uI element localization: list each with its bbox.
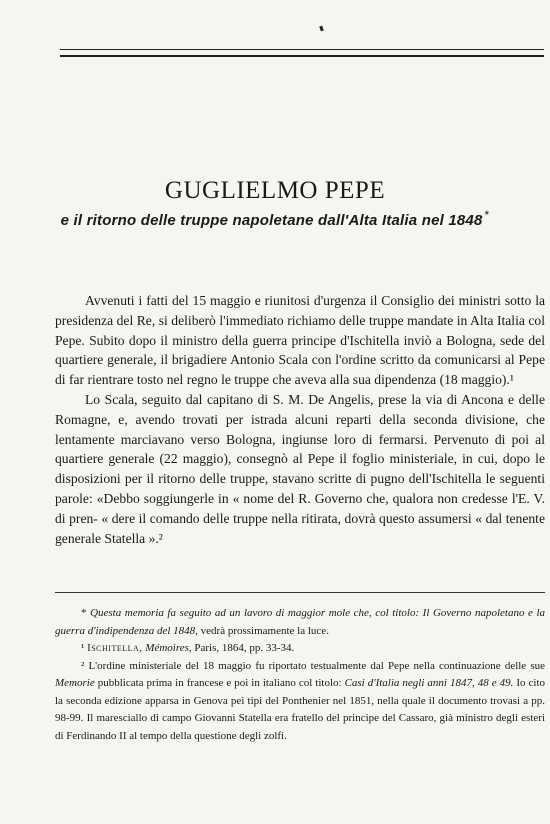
subtitle-text: e il ritorno delle truppe napoletane dall'Alta Italia nel 1848 [60, 212, 483, 229]
footnote-1-author: Ischitella, [87, 642, 143, 654]
footnote-star [55, 605, 545, 640]
footnote-star-text-b: vedrà prossimamente la luce. [200, 624, 329, 637]
footnote-separator [55, 592, 545, 593]
footnote-2-text-b: pubblicata prima in francese e poi in italiano col titolo: [97, 677, 342, 689]
footnote-2-mark: ² [81, 659, 85, 672]
article-title: GUGLIELMO PEPE [164, 177, 386, 204]
header-rule-thin [60, 49, 544, 50]
article-body [55, 291, 545, 548]
footnote-star-title: Il Governo napoletano e la guerra d'indipendenza del 1848, [55, 607, 546, 637]
footnote-1-work: Mémoires, [145, 642, 192, 654]
paragraph: Avvenuti i fatti del 15 maggio e riunitosi d'urgenza il Consiglio dei ministri sotto la presidenza del Re, si deliberò l'immediato richiamo delle truppe mandate in Alta Italia col Pepe. Subito dopo il ministro della guerra principe d'Ischitella inviò a Bologna, sede del quartiere generale, il brigadiere Antonio Scala con l'ordine scritto da comunicarsi al Pepe di far rientrare tosto nel regno le truppe che aveva alla sua dipendenza (18 maggio).¹ [55, 293, 545, 388]
footnote-1-mark: ¹ [81, 642, 85, 654]
footnote-2 [55, 658, 545, 746]
footnote-1-rest: Paris, 1864, pp. 33-34. [194, 642, 295, 654]
footnotes [55, 605, 545, 745]
article-subtitle [0, 208, 550, 229]
footnote-1 [55, 640, 545, 658]
footnote-2-work-casi: Casi d'Italia negli anni 1847, 48 e 49. [344, 677, 514, 689]
footnote-star-mark: * [81, 607, 87, 619]
ink-speck [319, 26, 324, 32]
footnote-star-text-a: Questa memoria fa seguito ad un lavoro di maggior mole che, col titolo: [90, 607, 420, 619]
paragraph: Lo Scala, seguito dal capitano di S. M. De Angelis, prese la via di Ancona e delle Romagne, e, avendo trovati per istrada alcuni reparti della seconda divisione, che lentamente marciavano verso Bologna, ingiunse loro di fermarsi. Pervenuto di poi al quartiere generale (22 maggio), consegnò al Pepe il foglio ministeriale, in cui, dopo le disposizioni per il ritorno delle truppe, stavano scritte di pugno dell'Ischitella le seguenti parole: «Debbo soggiungerle in « nome del R. Governo che, qualora non credesse l'E. V. di pren- « dere il comando delle truppe nella ritirata, dovrà questo assumersi « dal tenente generale Statella ».² [55, 391, 545, 546]
header-rule-thick [60, 55, 544, 57]
footnote-2-work-memorie: Memorie [55, 677, 95, 689]
footnote-2-text-c: Io cito la seconda edizione apparsa in Genova pei tipi del Ponthenier nel 1851, nella quale il documento trovasi a pp. 98-99. Il maresciallo di campo Giovanni Statella era fratello del principe del Cassaro, già ministro degli esteri di Ferdinando II al tempo della questione degli zolfi. [55, 677, 545, 742]
subtitle-footnote-mark: * [484, 208, 490, 222]
footnote-2-text-a: L'ordine ministeriale del 18 maggio fu riportato testualmente dal Pepe nella continuazione delle sue [88, 659, 545, 672]
